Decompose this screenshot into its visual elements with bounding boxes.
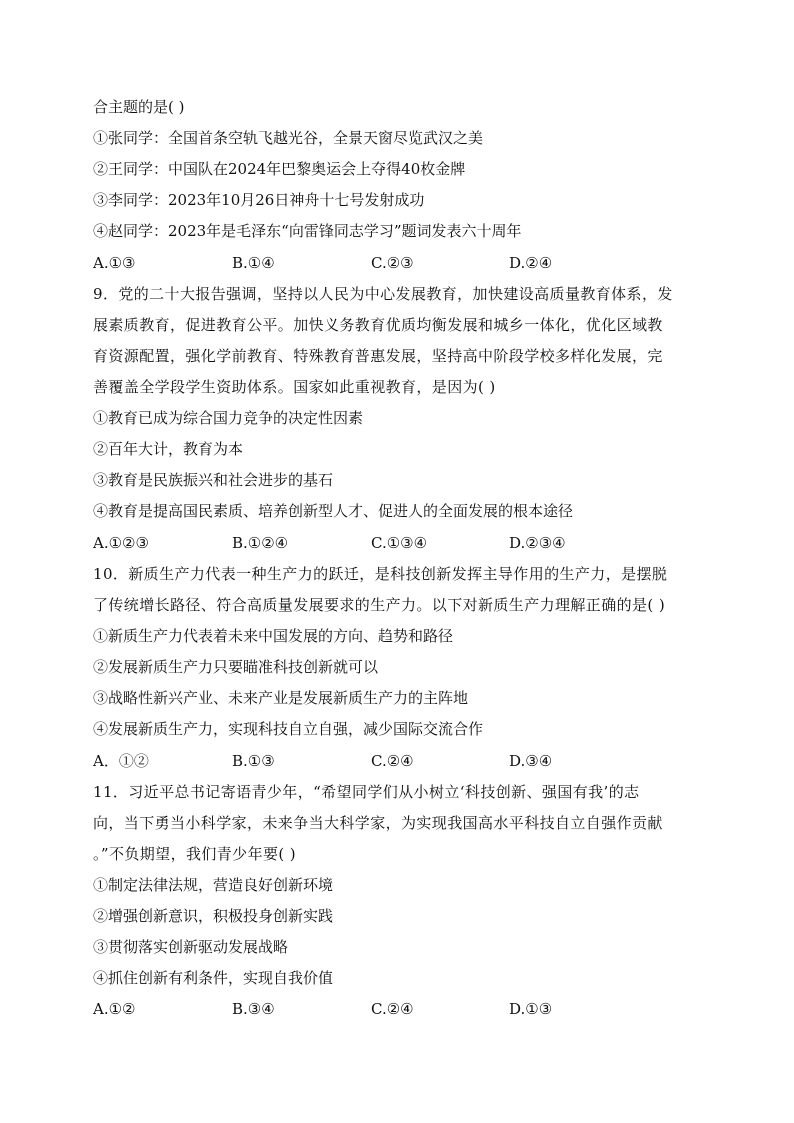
- question-11-item-2: ②增强创新意识，积极投身创新实践: [93, 907, 334, 925]
- question-8-item-1: ①张同学：全国首条空轨飞越光谷，全景天窗尽览武汉之美: [93, 129, 484, 147]
- question-10-item-2: ②发展新质生产力只要瞄准科技创新就可以: [93, 658, 379, 676]
- question-8-option-a: A.①③: [93, 254, 136, 272]
- question-9-stem-line-2: 展素质教育，促进教育公平。加快义务教育优质均衡发展和城乡一体化，优化区域教: [93, 316, 663, 334]
- question-8-option-b: B.①④: [232, 254, 275, 272]
- question-9-item-4: ④教育是提高国民素质、培养创新型人才、促进人的全面发展的根本途径: [93, 502, 574, 520]
- question-8-option-c: C.②③: [371, 254, 414, 272]
- question-11-item-3: ③贯彻落实创新驱动发展战略: [93, 938, 289, 956]
- question-9-stem-line-1: 9．党的二十大报告强调，坚持以人民为中心发展教育，加快建设高质量教育体系，发: [93, 285, 673, 303]
- question-9-stem-line-3: 育资源配置，强化学前教育、特殊教育普惠发展，坚持高中阶段学校多样化发展，完: [93, 347, 663, 365]
- question-10-option-a: A．①②: [93, 752, 149, 770]
- question-9-option-a: A.①②③: [93, 534, 149, 552]
- question-10-item-4: ④发展新质生产力，实现科技自立自强，减少国际交流合作: [93, 720, 484, 738]
- question-11-item-1: ①制定法律法规，营造良好创新环境: [93, 876, 334, 894]
- question-9-item-1: ①教育已成为综合国力竞争的决定性因素: [93, 409, 364, 427]
- question-11-option-d: D.①③: [509, 1000, 553, 1018]
- question-8-option-d: D.②④: [509, 254, 553, 272]
- question-10-option-c: C.②④: [371, 752, 414, 770]
- question-10-stem-line-1: 10．新质生产力代表一种生产力的跃迁，是科技创新发挥主导作用的生产力，是摆脱: [93, 565, 668, 583]
- question-8-item-3: ③李同学：2023年10月26日神舟十七号发射成功: [93, 191, 425, 209]
- question-9-option-d: D.②③④: [509, 534, 566, 552]
- question-11-stem-line-2: 向，当下勇当小科学家，未来争当大科学家，为实现我国高水平科技自立自强作贡献: [93, 814, 663, 832]
- question-11-option-b: B.③④: [232, 1000, 275, 1018]
- question-9-option-c: C.①③④: [371, 534, 428, 552]
- question-10-option-d: D.③④: [509, 752, 553, 770]
- question-8-item-4: ④赵同学：2023年是毛泽东“向雷锋同志学习”题词发表六十周年: [93, 222, 522, 240]
- question-10-option-b: B.①③: [232, 752, 275, 770]
- question-8-item-2: ②王同学：中国队在2024年巴黎奥运会上夺得40枚金牌: [93, 160, 466, 178]
- question-9-stem-line-4: 善覆盖全学段学生资助体系。国家如此重视教育，是因为( ): [93, 378, 496, 396]
- question-10-stem-line-2: 了传统增长路径、符合高质量发展要求的生产力。以下对新质生产力理解正确的是( ): [93, 596, 666, 614]
- question-11-stem-line-3: 。”不负期望，我们青少年要( ): [93, 845, 297, 863]
- question-10-item-3: ③战略性新兴产业、未来产业是发展新质生产力的主阵地: [93, 689, 469, 707]
- question-8-stem-tail: 合主题的是( ): [93, 98, 185, 116]
- question-10-item-1: ①新质生产力代表着未来中国发展的方向、趋势和路径: [93, 627, 454, 645]
- question-9-option-b: B.①②④: [232, 534, 289, 552]
- question-11-option-c: C.②④: [371, 1000, 414, 1018]
- question-11-option-a: A.①②: [93, 1000, 136, 1018]
- question-9-item-2: ②百年大计，教育为本: [93, 440, 244, 458]
- question-11-stem-line-1: 11．习近平总书记寄语青少年，“希望同学们从小树立‘科技创新、强国有我’的志: [93, 783, 640, 801]
- question-9-item-3: ③教育是民族振兴和社会进步的基石: [93, 471, 334, 489]
- question-11-item-4: ④抓住创新有利条件，实现自我价值: [93, 969, 334, 987]
